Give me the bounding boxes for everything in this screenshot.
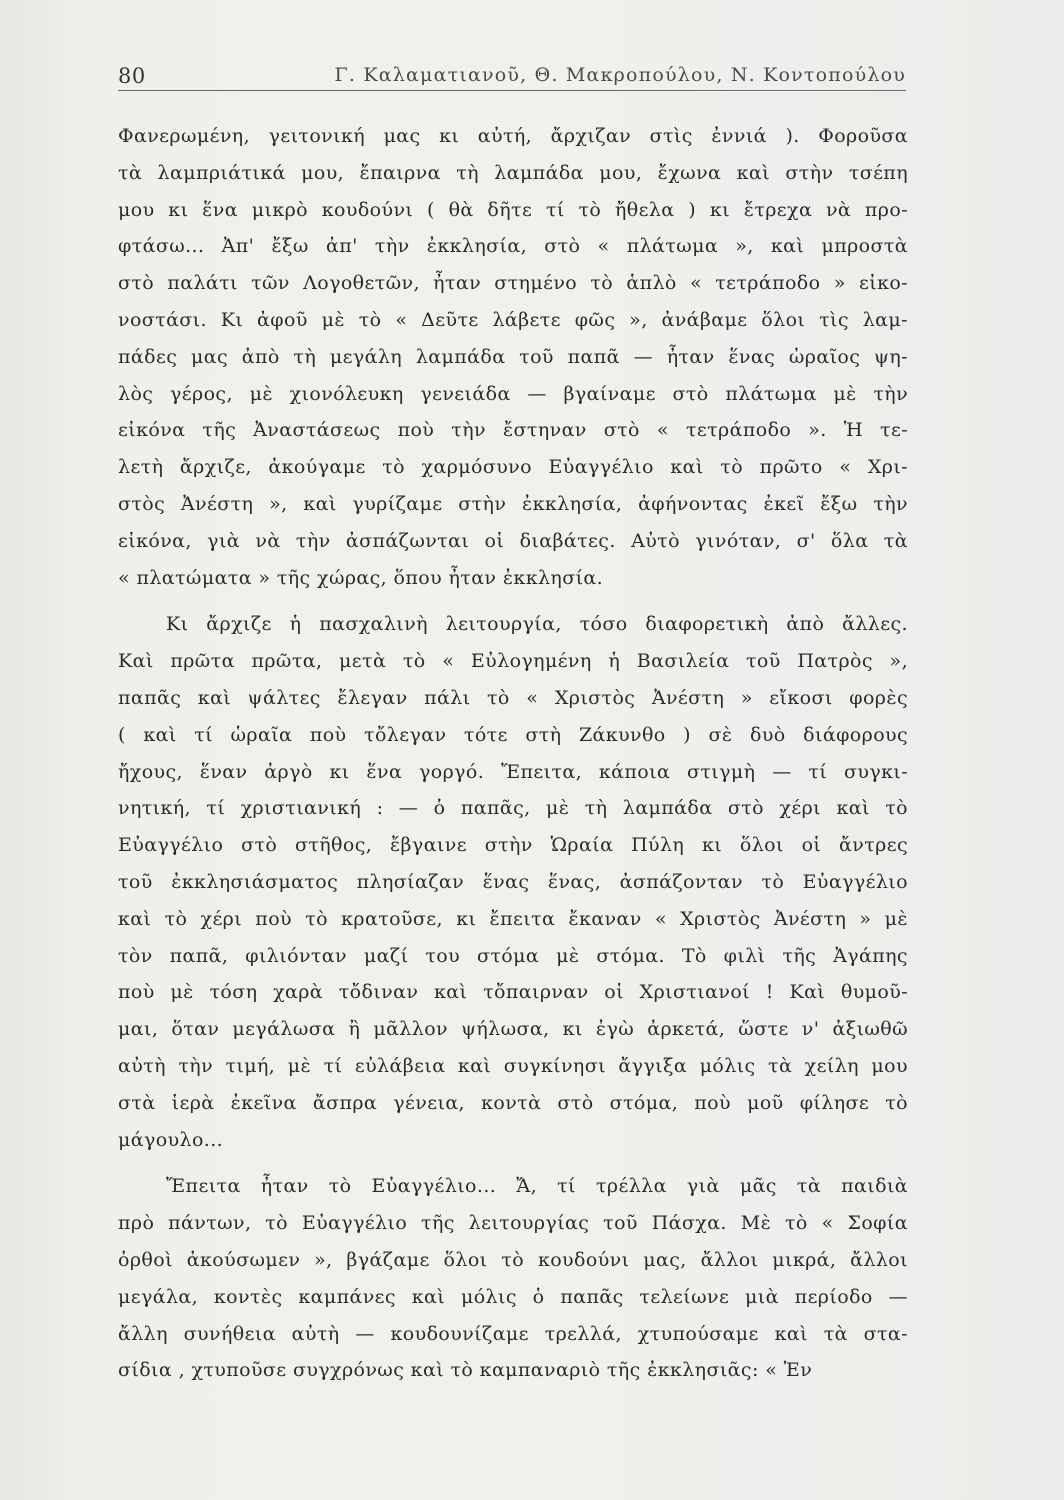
paragraph-gap: [118, 596, 908, 606]
text-line: νοστάσι. Κι ἀφοῦ μὲ τὸ « Δεῦτε λάβετε φῶς », ἀνάβαμε ὅλοι τὶς λαμ-: [118, 308, 908, 331]
text-line: νητική, τί χριστιανική : — ὁ παπᾶς, μὲ τὴ λαμπάδα στὸ χέρι καὶ τὸ: [118, 797, 908, 820]
text-line: εἰκόνα, γιὰ νὰ τὴν ἀσπάζωνται οἱ διαβάτες. Αὐτὸ γινόταν, σ' ὅλα τὰ: [118, 529, 908, 552]
text-line: ἄλλη συνήθεια αὐτὴ — κουδουνίζαμε τρελλά, χτυπούσαμε καὶ τὰ στα-: [118, 1322, 908, 1345]
text-line: στὸς Ἀνέστη », καὶ γυρίζαμε στὴν ἐκκλησία, ἀφήνοντας ἐκεῖ ἔξω τὴν: [118, 492, 908, 515]
text-line: τὰ λαμπριάτικά μου, ἔπαιρνα τὴ λαμπάδα μου, ἔχωνα καὶ στὴν τσέπη: [118, 161, 908, 184]
text-line: λετὴ ἄρχιζε, ἀκούγαμε τὸ χαρμόσυνο Εὐαγγέλιο καὶ τὸ πρῶτο « Χρι-: [118, 456, 908, 479]
text-line: αὐτὴ τὴν τιμή, μὲ τί εὐλάβεια καὶ συγκίνησι ἄγγιξα μόλις τὰ χείλη μου: [118, 1054, 908, 1077]
text-line: σίδια , χτυποῦσε συγχρόνως καὶ τὸ καμπαναριὸ τῆς ἐκκλησιᾶς: « Ἐν: [118, 1359, 813, 1382]
text-line: τοῦ ἐκκλησιάσματος πλησίαζαν ἕνας ἕνας, ἀσπάζονταν τὸ Εὐαγγέλιο: [118, 870, 908, 893]
text-line: Κι ἄρχιζε ἡ πασχαλινὴ λειτουργία, τόσο διαφορετικὴ ἀπὸ ἄλλες.: [166, 613, 908, 636]
paragraph: [118, 118, 908, 596]
paragraph: [118, 606, 908, 1158]
text-line: μεγάλα, κοντὲς καμπάνες καὶ μόλις ὁ παπᾶς τελείωνε μιὰ περίοδο —: [118, 1285, 908, 1308]
text-line: καὶ τὸ χέρι ποὺ τὸ κρατοῦσε, κι ἔπειτα ἔκαναν « Χριστὸς Ἀνέστη » μὲ: [118, 907, 908, 930]
text-line: στὸ παλάτι τῶν Λογοθετῶν, ἦταν στημένο τὸ ἁπλὸ « τετράποδο » εἰκο-: [118, 272, 908, 295]
text-line: στὰ ἱερὰ ἐκεῖνα ἄσπρα γένεια, κοντὰ στὸ στόμα, ποὺ μοῦ φίλησε τὸ: [118, 1091, 908, 1114]
text-line: φτάσω... Ἀπ' ἔξω ἀπ' τὴν ἐκκλησία, στὸ « πλάτωμα », καὶ μπροστὰ: [118, 235, 908, 258]
text-line: πάδες μας ἀπὸ τὴ μεγάλη λαμπάδα τοῦ παπᾶ — ἦταν ἕνας ὡραῖος ψη-: [118, 345, 908, 368]
text-line: λὸς γέρος, μὲ χιονόλευκη γενειάδα — βγαίναμε στὸ πλάτωμα μὲ τὴν: [118, 382, 908, 405]
text-line: Καὶ πρῶτα πρῶτα, μετὰ τὸ « Εὐλογημένη ἡ Βασιλεία τοῦ Πατρὸς »,: [118, 650, 908, 673]
paragraph-gap: [118, 1158, 908, 1168]
running-head: Γ. Καλαματιανοῦ, Θ. Μακροπούλου, Ν. Κοντοπούλου: [334, 64, 906, 86]
text-line: πρὸ πάντων, τὸ Εὐαγγέλιο τῆς λειτουργίας τοῦ Πάσχα. Μὲ τὸ « Σοφία: [118, 1212, 908, 1235]
page-number: 80: [118, 64, 146, 88]
text-line: μου κι ἕνα μικρὸ κουδούνι ( θὰ δῆτε τί τὸ ἤθελα ) κι ἔτρεχα νὰ προ-: [118, 198, 908, 221]
text-line: μαι, ὅταν μεγάλωσα ἢ μᾶλλον ψήλωσα, κι ἐγὼ ἀρκετά, ὥστε ν' ἀξιωθῶ: [118, 1018, 908, 1041]
page-header: [118, 56, 906, 91]
text-line: Φανερωμένη, γειτονική μας κι αὐτή, ἄρχιζαν στὶς ἐννιά ). Φοροῦσα: [118, 125, 908, 147]
text-line: εἰκόνα τῆς Ἀναστάσεως ποὺ τὴν ἔστηναν στὸ « τετράποδο ». Ἡ τε-: [118, 419, 908, 442]
text-line: « πλατώματα » τῆς χώρας, ὅπου ἦταν ἐκκλησία.: [118, 566, 604, 589]
text-line: μάγουλο...: [118, 1128, 224, 1151]
text-line: ἤχους, ἕναν ἀργὸ κι ἕνα γοργό. Ἔπειτα, κάποια στιγμὴ — τί συγκι-: [118, 760, 908, 783]
text-line: Ἔπειτα ἦταν τὸ Εὐαγγέλιο... Ἄ, τί τρέλλα γιὰ μᾶς τὰ παιδιὰ: [166, 1175, 908, 1198]
paragraph: [118, 1168, 908, 1389]
text-line: ποὺ μὲ τόση χαρὰ τὄδιναν καὶ τὄπαιρναν οἱ Χριστιανοί ! Καὶ θυμοῦ-: [118, 981, 908, 1004]
body-text: [118, 118, 908, 1389]
text-line: ( καὶ τί ὡραῖα ποὺ τὄλεγαν τότε στὴ Ζάκυνθο ) σὲ δυὸ διάφορους: [118, 723, 908, 746]
text-line: τὸν παπᾶ, φιλιόνταν μαζί του στόμα μὲ στόμα. Τὸ φιλὶ τῆς Ἀγάπης: [118, 944, 908, 967]
text-line: Εὐαγγέλιο στὸ στῆθος, ἔβγαινε στὴν Ὡραία Πύλη κι ὅλοι οἱ ἄντρες: [118, 834, 908, 857]
text-line: παπᾶς καὶ ψάλτες ἔλεγαν πάλι τὸ « Χριστὸς Ἀνέστη » εἴκοσι φορὲς: [118, 686, 908, 709]
text-line: ὀρθοὶ ἀκούσωμεν », βγάζαμε ὅλοι τὸ κουδούνι μας, ἄλλοι μικρά, ἄλλοι: [118, 1248, 908, 1271]
